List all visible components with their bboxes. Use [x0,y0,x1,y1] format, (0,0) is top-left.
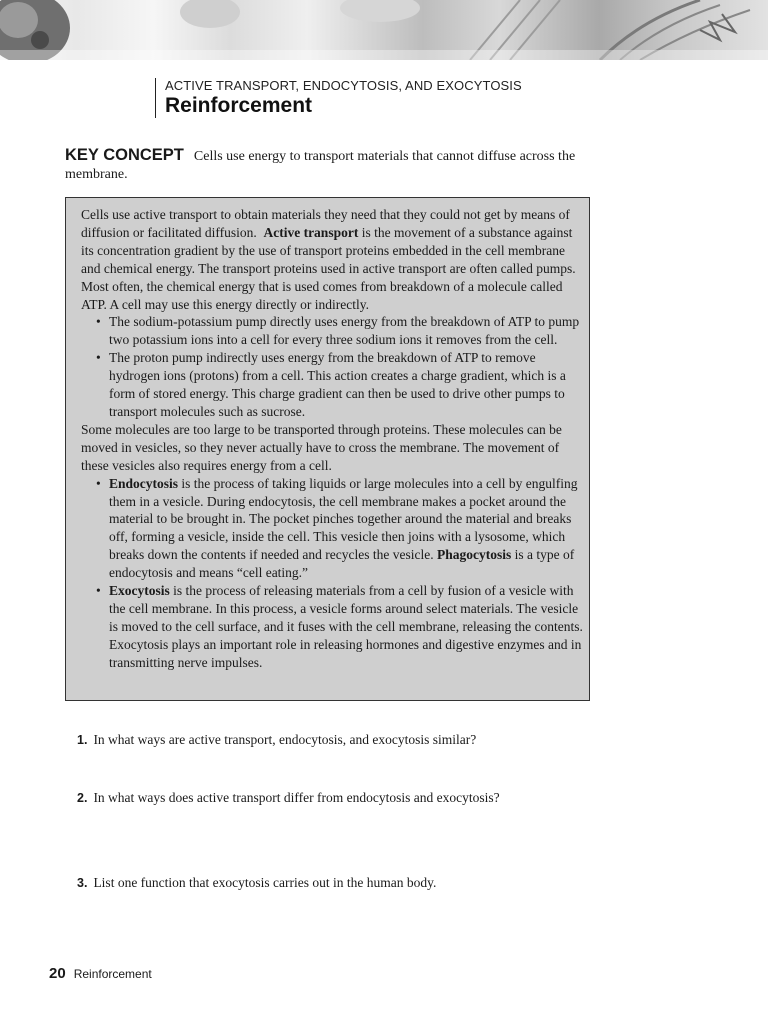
vesicle-list [81,475,583,672]
question-number: 1. [77,733,88,747]
list-item-endocytosis: • Endocytosis is the process of taking liquids or large molecules into a cell by engulfing them in a vesicle. During endocytosis, the cell membrane makes a pocket around the material to be brought in. The pocket pinches together around the material and breaks off, forming a vesicle, inside the cell. This vesicle then joins with a lysosome, which breaks down the contents if needed and recycles the vesicle. Phagocytosis is a type of endocytosis and means “cell eating.” [81,475,583,582]
banner-decoration [0,0,768,60]
list-item-exocytosis: • Exocytosis is the process of releasing materials from a cell by fusion of a vesicle with the cell membrane. In this process, a vesicle forms around select materials. The vesicle is moved to the cell surface, and it fuses with the cell membrane, releasing the contents. Exocytosis plays an important role in releasing hormones and digestive enzymes and in transmitting nerve impulses. [81,582,583,672]
page-number: 20 [49,965,66,982]
page-footer [49,965,152,983]
question-number: 3. [77,876,88,890]
question-text: In what ways does active transport differ from endocytosis and exocytosis? [93,790,500,805]
footer-label: Reinforcement [73,967,152,981]
term-phagocytosis: Phagocytosis [437,547,512,563]
key-concept-label: KEY CONCEPT [65,146,184,164]
worksheet-header [155,78,522,118]
question-text: In what ways are active transport, endocytosis, and exocytosis similar? [93,732,477,747]
question-number: 2. [77,791,88,805]
list-item: • The proton pump indirectly uses energy from the breakdown of ATP to remove hydrogen ions (protons) from a cell. This action creates a charge gradient, which is a form of stored energy. This charge gradient can then be used to drive other pumps to transport molecules such as sucrose. [81,349,583,421]
question-text: List one function that exocytosis carries out in the human body. [93,875,437,890]
question-2 [77,789,500,807]
term-endocytosis: Endocytosis [109,475,179,491]
question-1 [77,731,476,749]
page-title: Reinforcement [165,94,313,117]
header-banner-image [0,0,768,60]
reading-box [65,197,590,701]
pump-list [81,313,583,420]
section-kicker: ACTIVE TRANSPORT, ENDOCYTOSIS, AND EXOCYTOSIS [165,78,522,93]
question-3 [77,874,436,892]
key-concept [65,146,585,184]
box-paragraph-2: Some molecules are too large to be transported through proteins. These molecules can be moved in vesicles, so they never actually have to cross the membrane. The movement of these vesicles also requires energy from a cell. [81,421,562,473]
list-item: • The sodium-potassium pump directly uses energy from the breakdown of ATP to pump two potassium ions into a cell for every three sodium ions it removes from the cell. [81,313,583,349]
term-exocytosis: Exocytosis [109,583,170,599]
key-concept-text: Cells use energy to transport materials that cannot diffuse across the membrane. [65,149,576,182]
term-active-transport: Active transport [263,224,359,240]
box-paragraph-1: Cells use active transport to obtain materials they need that they could not get by means of diffusion or facilitated diffusion. Active transport is the movement of a substance against its concentration gradient by the use of transport proteins embedded in the cell membrane and chemical energy. The transport proteins used in active transport are often called pumps. Most often, the chemical energy that is used comes from breakdown of a molecule called ATP. A cell may use this energy directly or indirectly. [81,207,576,312]
